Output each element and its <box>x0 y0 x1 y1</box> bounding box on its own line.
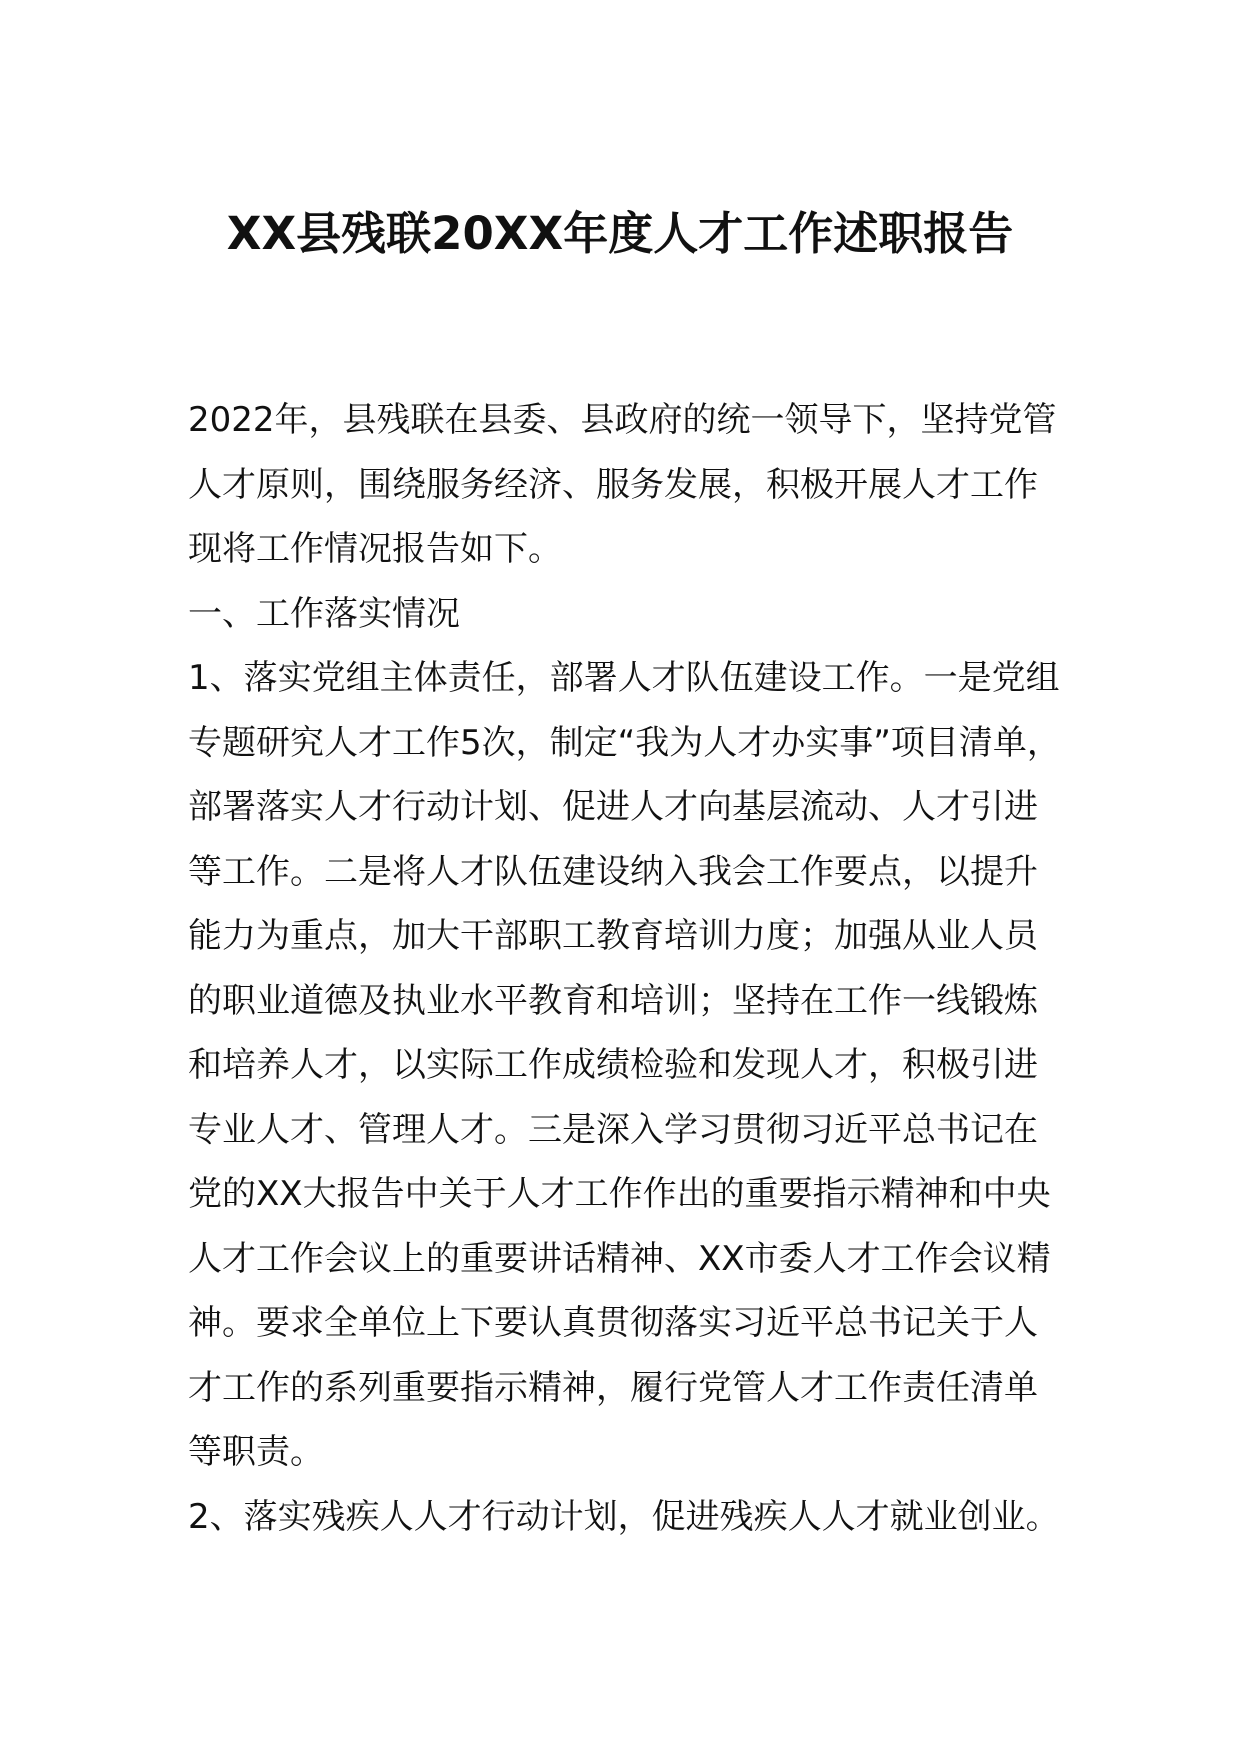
body-line: 才工作的系列重要指示精神，履行党管人才工作责任清单 <box>188 1367 1038 1408</box>
body-line: 人才原则，围绕服务经济、服务发展，积极开展人才工作 <box>188 464 1038 505</box>
body-line: 2、落实残疾人人才行动计划，促进残疾人人才就业创业。 <box>188 1496 1060 1537</box>
body-line: 和培养人才，以实际工作成绩检验和发现人才，积极引进 <box>188 1045 1038 1085</box>
body-line: 等工作。二是将人才队伍建设纳入我会工作要点，以提升 <box>188 851 1038 892</box>
body-line: 的职业道德及执业水平教育和培训；坚持在工作一线锻炼 <box>188 980 1038 1021</box>
body-line: 专业人才、管理人才。三是深入学习贯彻习近平总书记在 <box>188 1109 1038 1150</box>
body-line: 党的XX大报告中关于人才工作作出的重要指示精神和中央 <box>188 1174 1051 1214</box>
document-body <box>188 388 1088 1549</box>
body-line: 能力为重点，加大干部职工教育培训力度；加强从业人员 <box>188 916 1038 956</box>
document-title: XX县残联20XX年度人才工作述职报告 <box>226 207 1014 260</box>
body-line: 1、落实党组主体责任，部署人才队伍建设工作。一是党组 <box>188 658 1060 698</box>
body-line: 专题研究人才工作5次，制定“我为人才办实事”项目清单， <box>188 722 1061 763</box>
body-line: 等职责。 <box>188 1432 324 1472</box>
body-line: 神。要求全单位上下要认真贯彻落实习近平总书记关于人 <box>188 1303 1038 1343</box>
body-line: 部署落实人才行动计划、促进人才向基层流动、人才引进 <box>188 787 1038 827</box>
body-line: 人才工作会议上的重要讲话精神、XX市委人才工作会议精 <box>188 1238 1051 1279</box>
body-line: 现将工作情况报告如下。 <box>188 529 562 569</box>
section-heading: 一、工作落实情况 <box>188 593 460 634</box>
body-line: 2022年，县残联在县委、县政府的统一领导下，坚持党管 <box>188 400 1057 440</box>
